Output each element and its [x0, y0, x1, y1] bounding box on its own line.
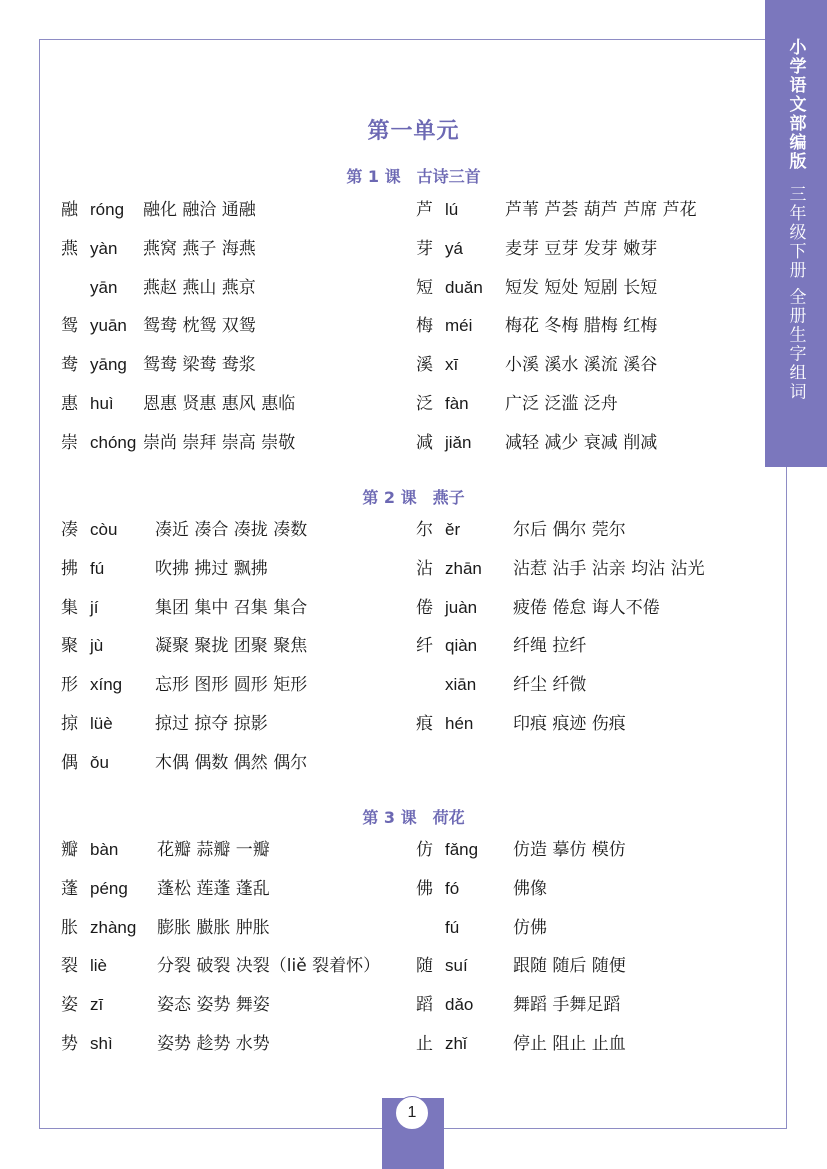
vocab-pinyin: fú: [445, 918, 460, 937]
vocab-pinyin: jù: [90, 636, 104, 655]
vocab-pinyin: yuān: [90, 316, 127, 335]
vocab-character: 减: [416, 433, 433, 453]
vocab-words: 跟随 随后 随便: [513, 956, 626, 976]
vocab-entry: [416, 276, 746, 300]
vocab-pinyin: qiàn: [445, 636, 478, 655]
vocab-words: 尔后 偶尔 莞尔: [513, 520, 626, 540]
vocab-pinyin: zī: [90, 995, 104, 1014]
vocab-pinyin: dǎo: [445, 995, 474, 1014]
vocab-entry: [416, 634, 746, 658]
vocab-words: 融化 融洽 通融: [143, 200, 256, 220]
vocab-pinyin: fǎng: [445, 840, 479, 859]
vocab-entry: [61, 353, 411, 377]
vocab-pinyin: yá: [445, 239, 463, 258]
vocab-entry: [416, 954, 746, 978]
vocab-character: 短: [416, 278, 433, 298]
vocab-words: 印痕 痕迹 伤痕: [513, 714, 626, 734]
vocab-character: 倦: [416, 598, 433, 618]
vocab-words: 纤尘 纤微: [513, 675, 587, 695]
vocab-entry: [61, 431, 411, 455]
vocab-entry: [416, 916, 746, 940]
vocab-entry: [416, 518, 746, 542]
vocab-words: 沾惹 沾手 沾亲 均沾 沾光: [513, 559, 705, 579]
vocab-pinyin: lüè: [90, 714, 113, 733]
vocab-character: 瓣: [61, 840, 78, 860]
vocab-character: 泛: [416, 394, 433, 414]
vocab-words: 蓬松 莲蓬 蓬乱: [157, 879, 270, 899]
vocab-character: 纤: [416, 636, 433, 656]
vocab-words: 花瓣 蒜瓣 一瓣: [157, 840, 270, 860]
vocab-pinyin: liè: [90, 956, 108, 975]
vocab-character: 燕: [61, 239, 78, 259]
vocab-entry: [61, 916, 411, 940]
vocab-pinyin: ǒu: [90, 753, 109, 772]
vocab-character: 势: [61, 1034, 78, 1054]
vocab-words: 减轻 减少 衰减 削减: [505, 433, 658, 453]
vocab-words: 燕赵 燕山 燕京: [143, 278, 256, 298]
vocab-entry: [61, 877, 411, 901]
vocab-entry: [61, 518, 411, 542]
vocab-entry: [61, 314, 411, 338]
vocab-words: 姿态 姿势 舞姿: [157, 995, 270, 1015]
vocab-character: 形: [61, 675, 78, 695]
vocab-words: 梅花 冬梅 腊梅 红梅: [505, 316, 658, 336]
vocab-pinyin: xiān: [445, 675, 477, 694]
vocab-words: 忘形 图形 圆形 矩形: [155, 675, 308, 695]
vocab-words: 燕窝 燕子 海燕: [143, 239, 256, 259]
vocab-character: 掠: [61, 714, 78, 734]
vocab-entry: [416, 838, 746, 862]
vocab-pinyin: juàn: [445, 598, 478, 617]
vocab-pinyin: jí: [90, 598, 99, 617]
vocab-entry: [416, 392, 746, 416]
vocab-entry: [61, 392, 411, 416]
vocab-pinyin: xī: [445, 355, 459, 374]
vocab-entry: [61, 198, 411, 222]
vocab-words: 纤绳 拉纤: [513, 636, 587, 656]
vocab-pinyin: zhàng: [90, 918, 137, 937]
vocab-character: 随: [416, 956, 433, 976]
vocab-words: 广泛 泛滥 泛舟: [505, 394, 618, 414]
vocab-character: 聚: [61, 636, 78, 656]
vocab-words: 仿佛: [513, 918, 547, 938]
vocab-pinyin: fú: [90, 559, 105, 578]
vocab-character: 溪: [416, 355, 433, 375]
vocab-pinyin: jiǎn: [445, 433, 472, 452]
vocab-entry: [61, 276, 411, 300]
vocab-entry: [416, 712, 746, 736]
vocab-words: 小溪 溪水 溪流 溪谷: [505, 355, 658, 375]
vocab-words: 芦苇 芦荟 葫芦 芦席 芦花: [505, 200, 697, 220]
vocab-pinyin: còu: [90, 520, 118, 539]
vocab-character: 仿: [416, 840, 433, 860]
vocab-entry: [61, 1032, 411, 1056]
vocab-words: 集团 集中 召集 集合: [155, 598, 308, 618]
vocab-pinyin: suí: [445, 956, 468, 975]
vocab-character: 沾: [416, 559, 433, 579]
vocab-entry: [61, 751, 411, 775]
vocab-entry: [416, 198, 746, 222]
vocab-pinyin: shì: [90, 1034, 113, 1053]
vocab-entry: [416, 237, 746, 261]
vocab-words: 鸳鸯 枕鸳 双鸳: [143, 316, 256, 336]
series-title: 小学语文部编版: [785, 38, 806, 171]
vocab-character: 鸳: [61, 316, 78, 336]
vocab-pinyin: péng: [90, 879, 128, 898]
vocab-character: 芽: [416, 239, 433, 259]
vocab-pinyin: fàn: [445, 394, 469, 413]
vocab-character: 姿: [61, 995, 78, 1015]
vocab-entry: [61, 596, 411, 620]
vocab-character: 梅: [416, 316, 433, 336]
vocab-character: 芦: [416, 200, 433, 220]
vocab-character: 止: [416, 1034, 433, 1054]
vocab-character: 集: [61, 598, 78, 618]
vocab-words: 分裂 破裂 决裂（liě 裂着怀）: [157, 956, 381, 976]
vocab-character: 偶: [61, 753, 78, 773]
vocab-entry: [416, 431, 746, 455]
vocab-pinyin: yāng: [90, 355, 127, 374]
vocab-pinyin: yàn: [90, 239, 118, 258]
vocab-entry: [416, 673, 746, 697]
vocab-entry: [416, 314, 746, 338]
vocab-character: 凑: [61, 520, 78, 540]
vocab-character: 融: [61, 200, 78, 220]
vocab-words: 崇尚 崇拜 崇高 崇敬: [143, 433, 296, 453]
vocab-entry: [416, 993, 746, 1017]
vocab-character: 拂: [61, 559, 78, 579]
vocab-pinyin: xíng: [90, 675, 123, 694]
vocab-entry: [61, 557, 411, 581]
vocab-pinyin: zhǐ: [445, 1034, 467, 1053]
vocab-entry: [61, 712, 411, 736]
side-tab: [765, 0, 827, 467]
vocab-entry: [61, 237, 411, 261]
vocab-entry: [61, 838, 411, 862]
vocab-character: 痕: [416, 714, 433, 734]
vocab-pinyin: róng: [90, 200, 125, 219]
vocab-entry: [416, 1032, 746, 1056]
lesson-title: 第 3 课 荷花: [362, 808, 465, 827]
vocab-words: 疲倦 倦怠 诲人不倦: [513, 598, 660, 618]
vocab-words: 姿势 趁势 水势: [157, 1034, 270, 1054]
vocab-character: 惠: [61, 394, 78, 414]
volume-subtitle: 三年级下册 全册生字组词: [785, 185, 806, 402]
vocab-pinyin: yān: [90, 278, 118, 297]
vocab-words: 舞蹈 手舞足蹈: [513, 995, 621, 1015]
vocab-character: 鸯: [61, 355, 78, 375]
vocab-character: 蹈: [416, 995, 433, 1015]
unit-title: 第一单元: [367, 119, 460, 144]
vocab-character: 蓬: [61, 879, 78, 899]
vocab-pinyin: chóng: [90, 433, 137, 452]
vocab-words: 木偶 偶数 偶然 偶尔: [155, 753, 308, 773]
vocab-entry: [61, 993, 411, 1017]
vocab-pinyin: bàn: [90, 840, 119, 859]
vocab-character: 尔: [416, 520, 433, 540]
vocab-words: 恩惠 贤惠 惠风 惠临: [143, 394, 296, 414]
vocab-words: 膨胀 臌胀 肿胀: [157, 918, 270, 938]
vocab-words: 停止 阻止 止血: [513, 1034, 626, 1054]
vocab-entry: [416, 596, 746, 620]
vocab-pinyin: méi: [445, 316, 473, 335]
vocab-entry: [61, 634, 411, 658]
vocab-words: 麦芽 豆芽 发芽 嫩芽: [505, 239, 658, 259]
vocab-character: 裂: [61, 956, 78, 976]
vocab-words: 凑近 凑合 凑拢 凑数: [155, 520, 308, 540]
vocab-words: 短发 短处 短剧 长短: [505, 278, 658, 298]
vocab-words: 凝聚 聚拢 团聚 聚焦: [155, 636, 308, 656]
vocab-character: 崇: [61, 433, 78, 453]
vocab-pinyin: fó: [445, 879, 460, 898]
vocab-pinyin: hén: [445, 714, 474, 733]
vocab-words: 吹拂 拂过 飘拂: [155, 559, 268, 579]
vocab-entry: [416, 353, 746, 377]
vocab-words: 仿造 摹仿 模仿: [513, 840, 626, 860]
vocab-entry: [61, 954, 411, 978]
vocab-pinyin: zhān: [445, 559, 482, 578]
vocab-character: 佛: [416, 879, 433, 899]
lesson-title: 第 1 课 古诗三首: [346, 167, 481, 186]
vocab-words: 佛像: [513, 879, 547, 899]
page-number: 1: [395, 1096, 429, 1130]
vocab-character: 胀: [61, 918, 78, 938]
vocab-pinyin: ěr: [445, 520, 461, 539]
vocab-pinyin: duǎn: [445, 278, 483, 297]
vocab-words: 鸳鸯 梁鸯 鸯浆: [143, 355, 256, 375]
vocab-entry: [416, 877, 746, 901]
vocab-entry: [416, 557, 746, 581]
vocab-pinyin: lú: [445, 200, 459, 219]
vocab-words: 掠过 掠夺 掠影: [155, 714, 268, 734]
lesson-title: 第 2 课 燕子: [362, 488, 465, 507]
vocab-entry: [61, 673, 411, 697]
vocab-pinyin: huì: [90, 394, 114, 413]
